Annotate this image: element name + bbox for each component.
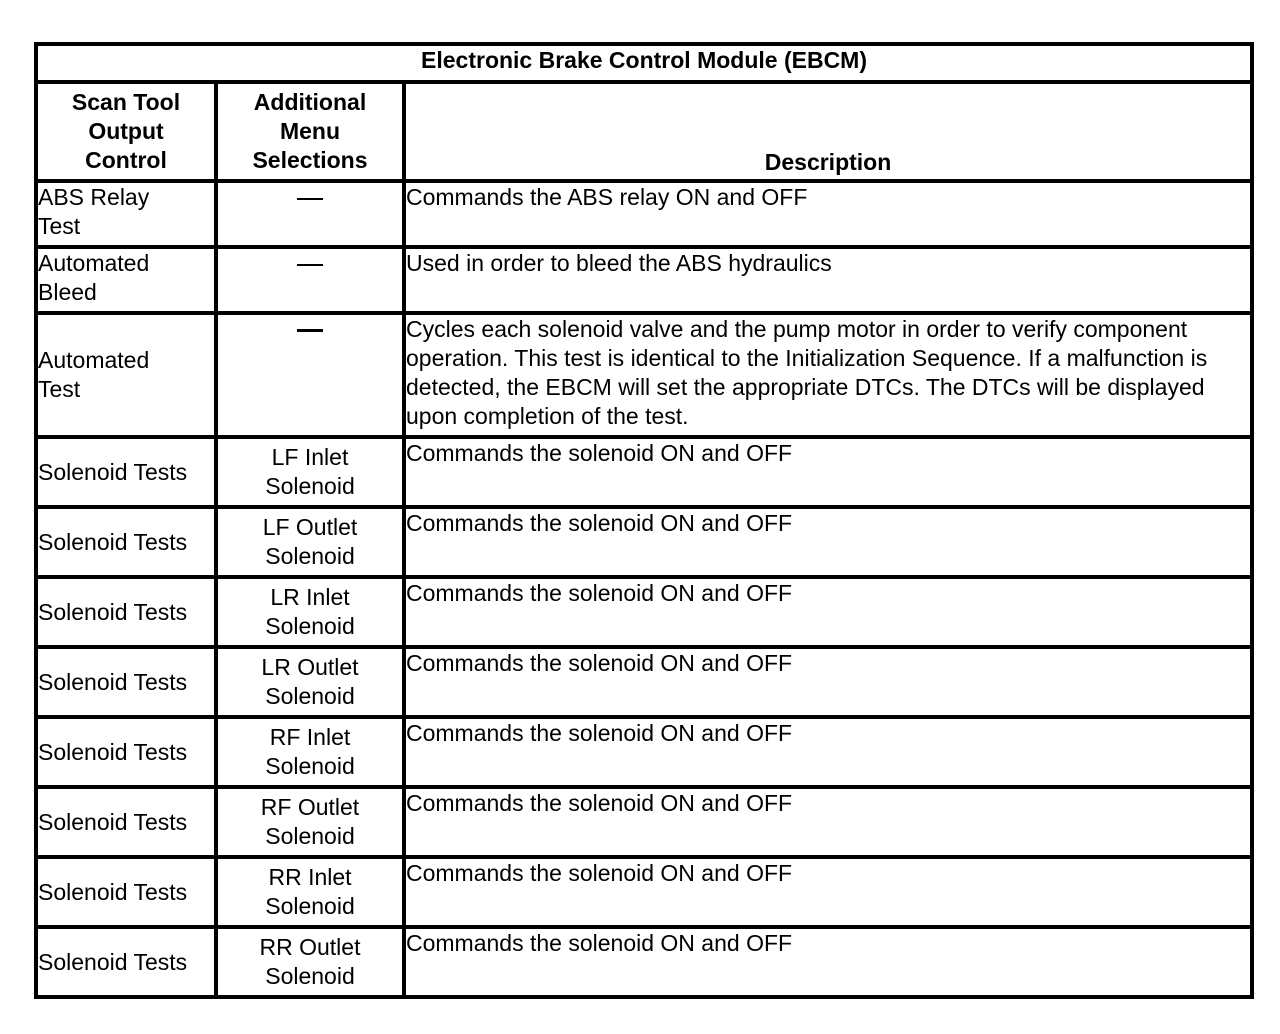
table-row	[36, 247, 1252, 313]
header-additional-menu-selections: Additional Menu Selections	[216, 82, 404, 181]
cell-description: Commands the solenoid ON and OFF	[404, 857, 1252, 927]
cell-control: Solenoid Tests	[36, 647, 216, 717]
header-scan-tool-output-control: Scan Tool Output Control	[36, 82, 216, 181]
cell-control: Solenoid Tests	[36, 857, 216, 927]
cell-control: Automated Test	[36, 313, 216, 437]
table-row	[36, 857, 1252, 927]
cell-menu-none	[216, 313, 404, 437]
cell-control: Solenoid Tests	[36, 717, 216, 787]
table-row	[36, 717, 1252, 787]
cell-menu-none	[216, 181, 404, 247]
dash-mark	[297, 264, 323, 266]
cell-control: Solenoid Tests	[36, 927, 216, 997]
header-description: Description	[404, 82, 1252, 181]
table-row	[36, 313, 1252, 437]
cell-description: Used in order to bleed the ABS hydraulics	[404, 247, 1252, 313]
cell-menu: RF Outlet Solenoid	[216, 787, 404, 857]
cell-control: ABS Relay Test	[36, 181, 216, 247]
cell-description: Cycles each solenoid valve and the pump motor in order to verify component operation. This test is identical to the Initialization Sequence. If a malfunction is detected, the EBCM will set the appropriate DTCs. The DTCs will be displayed upon completion of the test.	[404, 313, 1252, 437]
cell-description: Commands the solenoid ON and OFF	[404, 507, 1252, 577]
cell-description: Commands the solenoid ON and OFF	[404, 577, 1252, 647]
table-row	[36, 927, 1252, 997]
cell-control: Solenoid Tests	[36, 437, 216, 507]
cell-menu: RR Outlet Solenoid	[216, 927, 404, 997]
cell-menu: LF Inlet Solenoid	[216, 437, 404, 507]
table-row	[36, 181, 1252, 247]
cell-description: Commands the ABS relay ON and OFF	[404, 181, 1252, 247]
table-row	[36, 787, 1252, 857]
cell-menu-none	[216, 247, 404, 313]
table-row	[36, 437, 1252, 507]
cell-description: Commands the solenoid ON and OFF	[404, 787, 1252, 857]
dash-mark	[297, 329, 323, 332]
cell-control: Solenoid Tests	[36, 507, 216, 577]
table-row	[36, 647, 1252, 717]
table-title: Electronic Brake Control Module (EBCM)	[36, 44, 1252, 82]
cell-description: Commands the solenoid ON and OFF	[404, 717, 1252, 787]
table-row	[36, 507, 1252, 577]
cell-menu: LF Outlet Solenoid	[216, 507, 404, 577]
cell-menu: LR Inlet Solenoid	[216, 577, 404, 647]
cell-control: Automated Bleed	[36, 247, 216, 313]
cell-control: Solenoid Tests	[36, 577, 216, 647]
ebcm-output-controls-table	[34, 42, 1254, 999]
cell-menu: RF Inlet Solenoid	[216, 717, 404, 787]
table-row	[36, 577, 1252, 647]
cell-description: Commands the solenoid ON and OFF	[404, 437, 1252, 507]
dash-mark	[297, 198, 323, 200]
cell-menu: RR Inlet Solenoid	[216, 857, 404, 927]
cell-menu: LR Outlet Solenoid	[216, 647, 404, 717]
cell-description: Commands the solenoid ON and OFF	[404, 647, 1252, 717]
cell-control: Solenoid Tests	[36, 787, 216, 857]
cell-description: Commands the solenoid ON and OFF	[404, 927, 1252, 997]
